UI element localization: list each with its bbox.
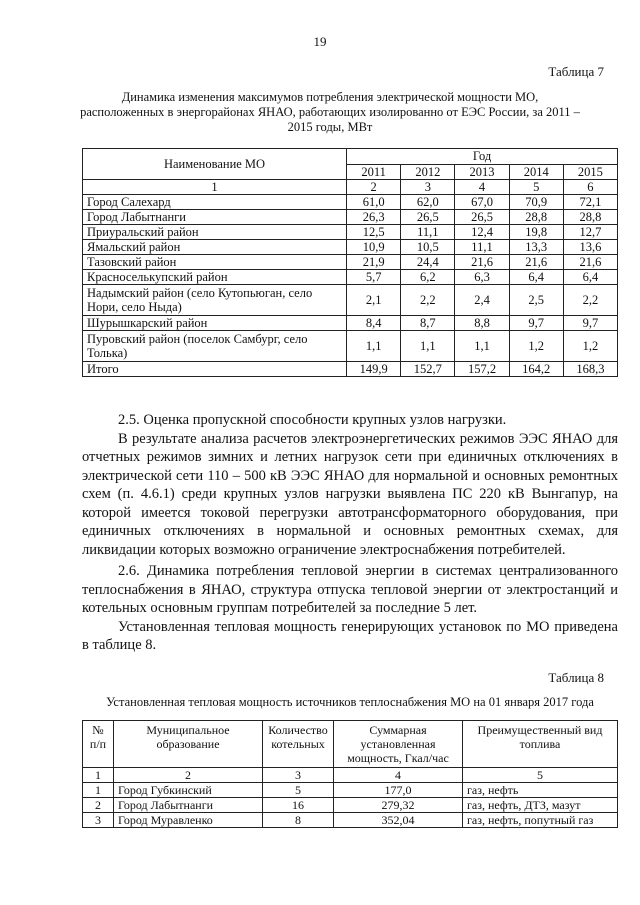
table7-value: 9,7 <box>563 316 617 331</box>
table7-value: 21,6 <box>563 255 617 270</box>
table7-value: 70,9 <box>509 195 563 210</box>
table7-value: 12,4 <box>455 225 509 240</box>
table7-year: 2015 <box>563 165 617 180</box>
table-row <box>83 270 618 285</box>
table7-mo-name: Пуровский район (поселок Самбург, село Толька) <box>83 331 347 362</box>
table7-value: 26,5 <box>455 210 509 225</box>
table7-header-name: Наименование МО <box>83 149 347 180</box>
table7-mo-name: Тазовский район <box>83 255 347 270</box>
table7-value: 11,1 <box>455 240 509 255</box>
table7-header-year: Год <box>347 149 618 165</box>
table7-value: 28,8 <box>563 210 617 225</box>
table7-value: 26,3 <box>347 210 401 225</box>
table8-caption: Установленная тепловая мощность источников теплоснабжения МО на 01 января 2017 года <box>106 695 594 709</box>
section-heading: 2.6. Динамика потребления тепловой энергии в системах централизованного теплоснабжения в ЯНАО, структура отпуска тепловой энергии от электростанций и котельных основным группам потребителей за последние 5 лет. <box>82 563 618 616</box>
page-number: 19 <box>313 34 327 49</box>
table8-header-row <box>83 721 618 768</box>
table8-header: Преимущественный вид топлива <box>463 721 618 768</box>
table8 <box>82 720 618 828</box>
table7-total-value: 157,2 <box>455 362 509 377</box>
table8-capacity: 279,32 <box>334 798 463 813</box>
table7-value: 2,2 <box>563 285 617 316</box>
table7-value: 6,4 <box>563 270 617 285</box>
table7-value: 67,0 <box>455 195 509 210</box>
table7-value: 8,4 <box>347 316 401 331</box>
table7-total-value: 152,7 <box>401 362 455 377</box>
table-row <box>83 285 618 316</box>
table7-value: 1,2 <box>563 331 617 362</box>
table7-mo-name: Красноселькупский район <box>83 270 347 285</box>
table7-value: 19,8 <box>509 225 563 240</box>
table8-index: 1 <box>83 783 114 798</box>
table7-value: 8,7 <box>401 316 455 331</box>
table7-mo-name: Город Лабытнанги <box>83 210 347 225</box>
table7-label: Таблица 7 <box>548 64 604 79</box>
table7-mo-name: Шурышкарский район <box>83 316 347 331</box>
table7-caption: Динамика изменения максимумов потребления электрической мощности МО, расположенных в энергорайонах ЯНАО, работающих изолированно от ЕЭС России, за 2011 – 2015 годы, МВт <box>80 90 580 134</box>
table8-header: Суммарная установленная мощность, Гкал/час <box>334 721 463 768</box>
table7-value: 10,9 <box>347 240 401 255</box>
table8-label: Таблица 8 <box>548 670 604 685</box>
table7-total-value: 149,9 <box>347 362 401 377</box>
table8-header: Количество котельных <box>263 721 334 768</box>
table8-header: № п/п <box>83 721 114 768</box>
table7-value: 10,5 <box>401 240 455 255</box>
table7-total-label: Итого <box>83 362 347 377</box>
table7-value: 9,7 <box>509 316 563 331</box>
table8-mo-name: Город Муравленко <box>114 813 263 828</box>
table8-colnum-row <box>83 768 618 783</box>
table7-value: 13,3 <box>509 240 563 255</box>
table7-value: 1,1 <box>401 331 455 362</box>
table7-colnum: 2 <box>347 180 401 195</box>
table8-fuel: газ, нефть, попутный газ <box>463 813 618 828</box>
table7-header-row <box>83 149 618 165</box>
table7-mo-name: Ямальский район <box>83 240 347 255</box>
table7-value: 2,5 <box>509 285 563 316</box>
table7-value: 26,5 <box>401 210 455 225</box>
table7-colnum: 6 <box>563 180 617 195</box>
table7-colnum: 3 <box>401 180 455 195</box>
table8-mo-name: Город Губкинский <box>114 783 263 798</box>
table7-value: 8,8 <box>455 316 509 331</box>
table7-colnum: 4 <box>455 180 509 195</box>
table7-value: 1,1 <box>455 331 509 362</box>
table7-colnum: 5 <box>509 180 563 195</box>
table-row <box>83 240 618 255</box>
section-paragraph: Установленная тепловая мощность генерирующих установок по МО приведена в таблице 8. <box>82 618 618 653</box>
table7-value: 2,2 <box>401 285 455 316</box>
table-row <box>83 813 618 828</box>
table-row <box>83 195 618 210</box>
table8-mo-name: Город Лабытнанги <box>114 798 263 813</box>
table8-boiler-count: 5 <box>263 783 334 798</box>
table7-value: 12,5 <box>347 225 401 240</box>
table7-value: 6,2 <box>401 270 455 285</box>
table-row <box>83 210 618 225</box>
table7-value: 5,7 <box>347 270 401 285</box>
table8-index: 2 <box>83 798 114 813</box>
table7-value: 11,1 <box>401 225 455 240</box>
table7-mo-name: Приуральский район <box>83 225 347 240</box>
table7-total-row <box>83 362 618 377</box>
table8-colnum: 2 <box>114 768 263 783</box>
section-2-6 <box>82 562 618 655</box>
table7-value: 6,3 <box>455 270 509 285</box>
table7-year: 2013 <box>455 165 509 180</box>
table7-value: 61,0 <box>347 195 401 210</box>
table7-year: 2012 <box>401 165 455 180</box>
table7-value: 2,4 <box>455 285 509 316</box>
table-row <box>83 225 618 240</box>
table7-value: 2,1 <box>347 285 401 316</box>
table7-value: 21,6 <box>455 255 509 270</box>
table7-value: 28,8 <box>509 210 563 225</box>
table-row <box>83 316 618 331</box>
table7 <box>82 148 618 377</box>
section-2-5 <box>82 411 618 559</box>
table-row <box>83 783 618 798</box>
table7-value: 1,1 <box>347 331 401 362</box>
table7-value: 24,4 <box>401 255 455 270</box>
table8-fuel: газ, нефть <box>463 783 618 798</box>
table8-colnum: 3 <box>263 768 334 783</box>
table8-colnum: 5 <box>463 768 618 783</box>
table7-value: 72,1 <box>563 195 617 210</box>
table7-colnum: 1 <box>83 180 347 195</box>
table7-year: 2011 <box>347 165 401 180</box>
table8-boiler-count: 16 <box>263 798 334 813</box>
section-heading: 2.5. Оценка пропускной способности крупных узлов нагрузки. <box>118 412 507 428</box>
table7-year: 2014 <box>509 165 563 180</box>
table8-index: 3 <box>83 813 114 828</box>
table8-capacity: 177,0 <box>334 783 463 798</box>
table8-colnum: 4 <box>334 768 463 783</box>
table-row <box>83 798 618 813</box>
table7-total-value: 168,3 <box>563 362 617 377</box>
table7-value: 1,2 <box>509 331 563 362</box>
table8-capacity: 352,04 <box>334 813 463 828</box>
table7-value: 6,4 <box>509 270 563 285</box>
table7-value: 21,9 <box>347 255 401 270</box>
table8-colnum: 1 <box>83 768 114 783</box>
table7-value: 62,0 <box>401 195 455 210</box>
table7-total-value: 164,2 <box>509 362 563 377</box>
table7-value: 21,6 <box>509 255 563 270</box>
table8-fuel: газ, нефть, ДТЗ, мазут <box>463 798 618 813</box>
table7-value: 12,7 <box>563 225 617 240</box>
table-row <box>83 255 618 270</box>
table7-colnum-row <box>83 180 618 195</box>
table8-header: Муниципальное образование <box>114 721 263 768</box>
table7-mo-name: Город Салехард <box>83 195 347 210</box>
table-row <box>83 331 618 362</box>
table7-mo-name: Надымский район (село Кутопьюган, село Нори, село Ныда) <box>83 285 347 316</box>
table8-boiler-count: 8 <box>263 813 334 828</box>
table7-value: 13,6 <box>563 240 617 255</box>
section-paragraph: В результате анализа расчетов электроэнергетических режимов ЭЭС ЯНАО для отчетных режимов зимних и летних нагрузок сети при единичных отключениях в электрической сети 110 – 500 кВ ЭЭС ЯНАО для нормальной и основных ремонтных схем (п. 4.6.1) среди крупных узлов нагрузки выявлена ПС 220 кВ Вынгапур, на которой имеется токовой перегрузки автотрансформаторного оборудования, при единичных отключениях в нормальной и основных ремонтных схемах, для ликвидации которых возможно ограничение электроснабжения потребителей. <box>82 430 618 558</box>
